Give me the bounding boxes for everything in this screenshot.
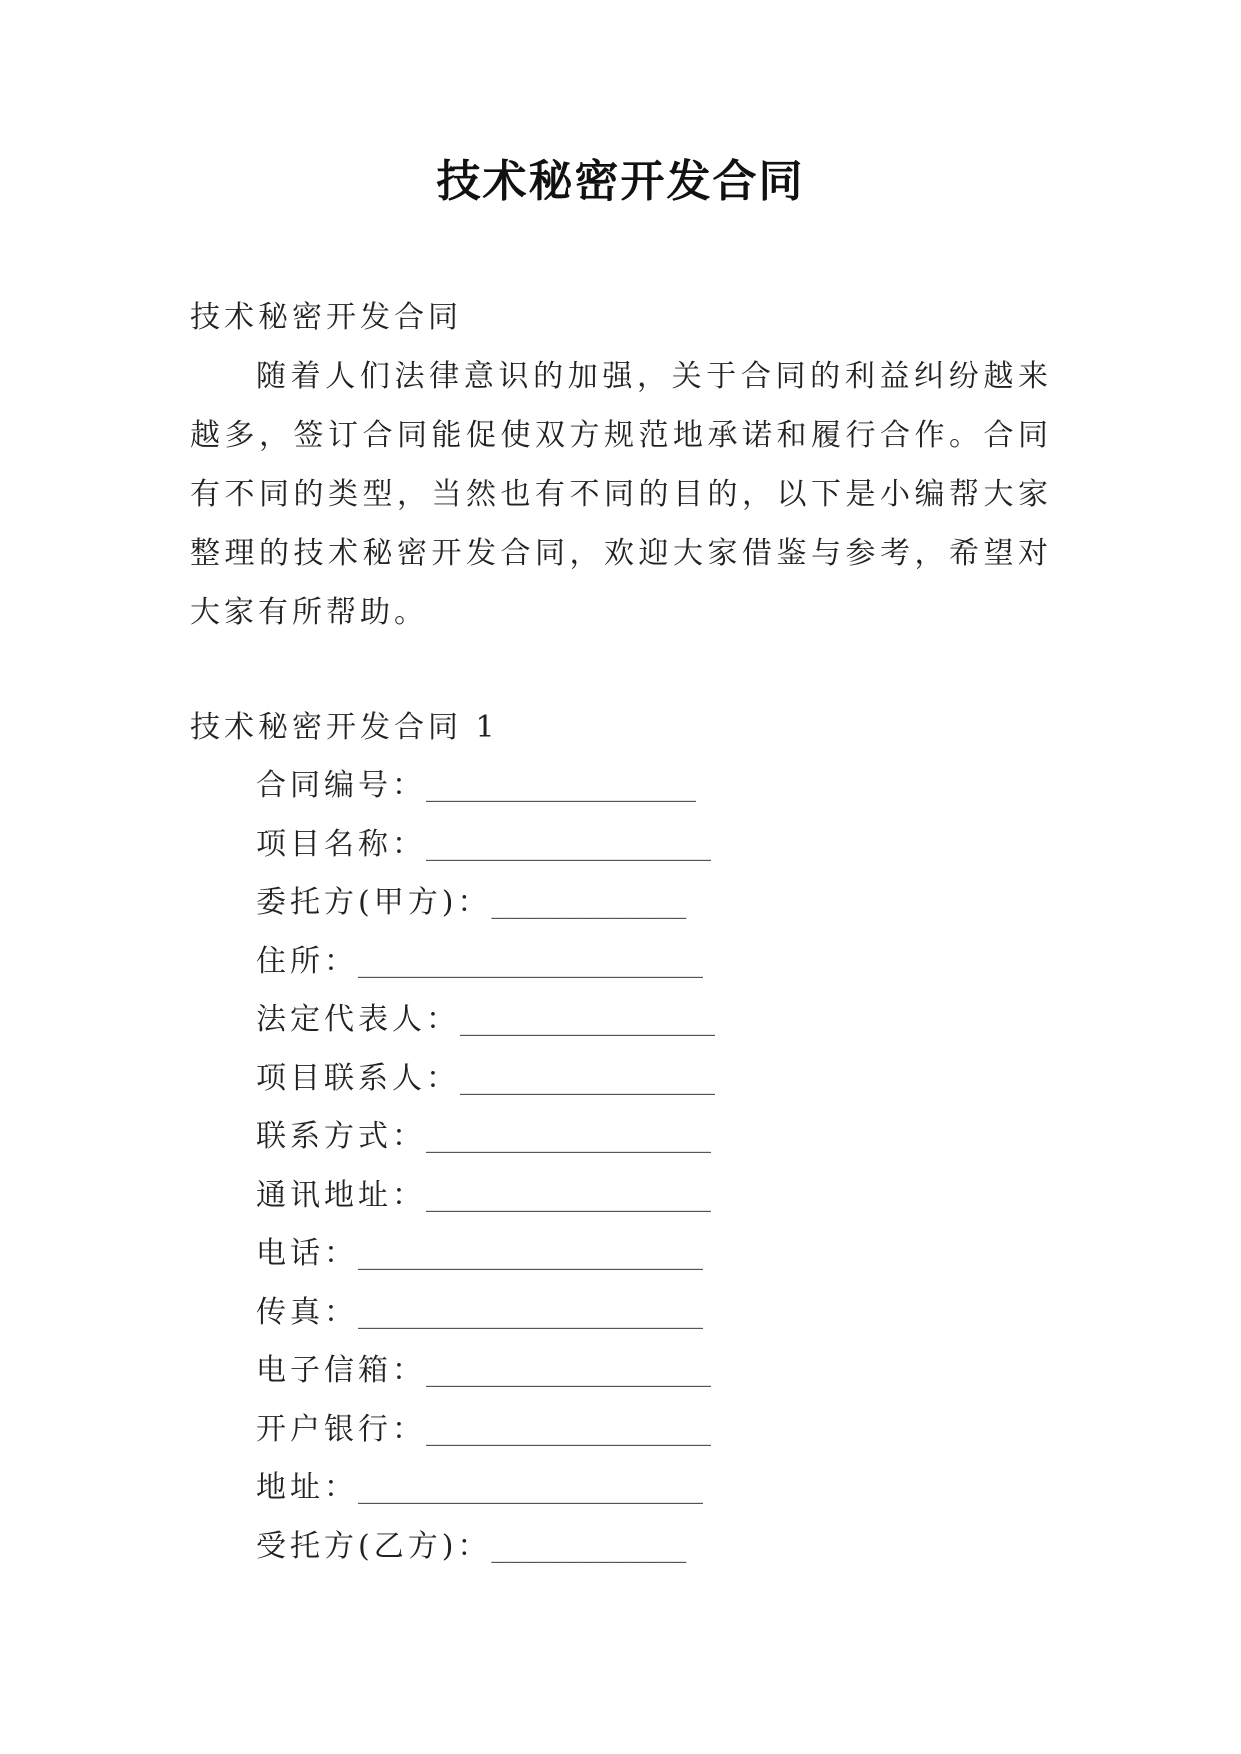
field-label: 地址：	[256, 1470, 358, 1505]
field-project-contact	[256, 1050, 715, 1109]
field-contract-number	[256, 757, 715, 816]
field-label: 开户银行：	[256, 1411, 426, 1447]
field-blank: _______________________	[358, 1236, 703, 1271]
field-label: 电话：	[256, 1236, 358, 1271]
field-blank: _______________________	[358, 943, 703, 979]
field-contractor-party-b	[256, 1518, 715, 1577]
field-blank: _______________________	[358, 1470, 703, 1505]
field-blank: ___________________	[426, 826, 711, 862]
field-blank: _________________	[460, 1002, 715, 1037]
field-bank	[256, 1401, 715, 1460]
field-label: 项目名称：	[256, 826, 426, 862]
intro-paragraph: 随着人们法律意识的加强，关于合同的利益纠纷越来越多，签订合同能促使双方规范地承诺和履行合作。合同有不同的类型，当然也有不同的目的，以下是小编帮大家整理的技术秘密开发合同，欢迎大家借鉴与参考，希望对大家有所帮助。	[190, 359, 1052, 630]
field-label: 传真：	[256, 1294, 358, 1330]
field-address	[256, 1459, 715, 1518]
field-blank: _________________	[460, 1060, 715, 1096]
field-blank: _____________	[491, 885, 687, 920]
field-blank: ___________________	[426, 1177, 711, 1213]
section-heading: 技术秘密开发合同 1	[190, 710, 499, 745]
field-label: 合同编号：	[256, 768, 426, 803]
field-blank: ___________________	[426, 1353, 711, 1388]
field-legal-representative	[256, 991, 715, 1050]
field-label: 住所：	[256, 943, 358, 979]
field-blank: ___________________	[426, 1119, 711, 1154]
field-domicile	[256, 933, 715, 992]
field-contact-method	[256, 1108, 715, 1167]
field-blank: ___________________	[426, 1411, 711, 1447]
field-fax	[256, 1284, 715, 1343]
field-label: 受托方(乙方)：	[256, 1528, 492, 1564]
contract-fields-list	[256, 757, 715, 1576]
field-client-party-a	[256, 874, 715, 933]
field-mailing-address	[256, 1167, 715, 1226]
field-email	[256, 1342, 715, 1401]
field-label: 委托方(甲方)：	[256, 885, 492, 920]
document-title: 技术秘密开发合同	[436, 156, 805, 207]
field-blank: __________________	[426, 768, 696, 803]
field-label: 通讯地址：	[256, 1177, 426, 1213]
field-phone	[256, 1225, 715, 1284]
field-label: 法定代表人：	[256, 1002, 460, 1037]
field-blank: _______________________	[358, 1294, 703, 1330]
field-project-name	[256, 816, 715, 875]
field-label: 电子信箱：	[256, 1353, 426, 1388]
field-label: 联系方式：	[256, 1119, 426, 1154]
field-blank: _____________	[491, 1528, 687, 1564]
document-label: 技术秘密开发合同	[190, 300, 462, 335]
field-label: 项目联系人：	[256, 1060, 460, 1096]
